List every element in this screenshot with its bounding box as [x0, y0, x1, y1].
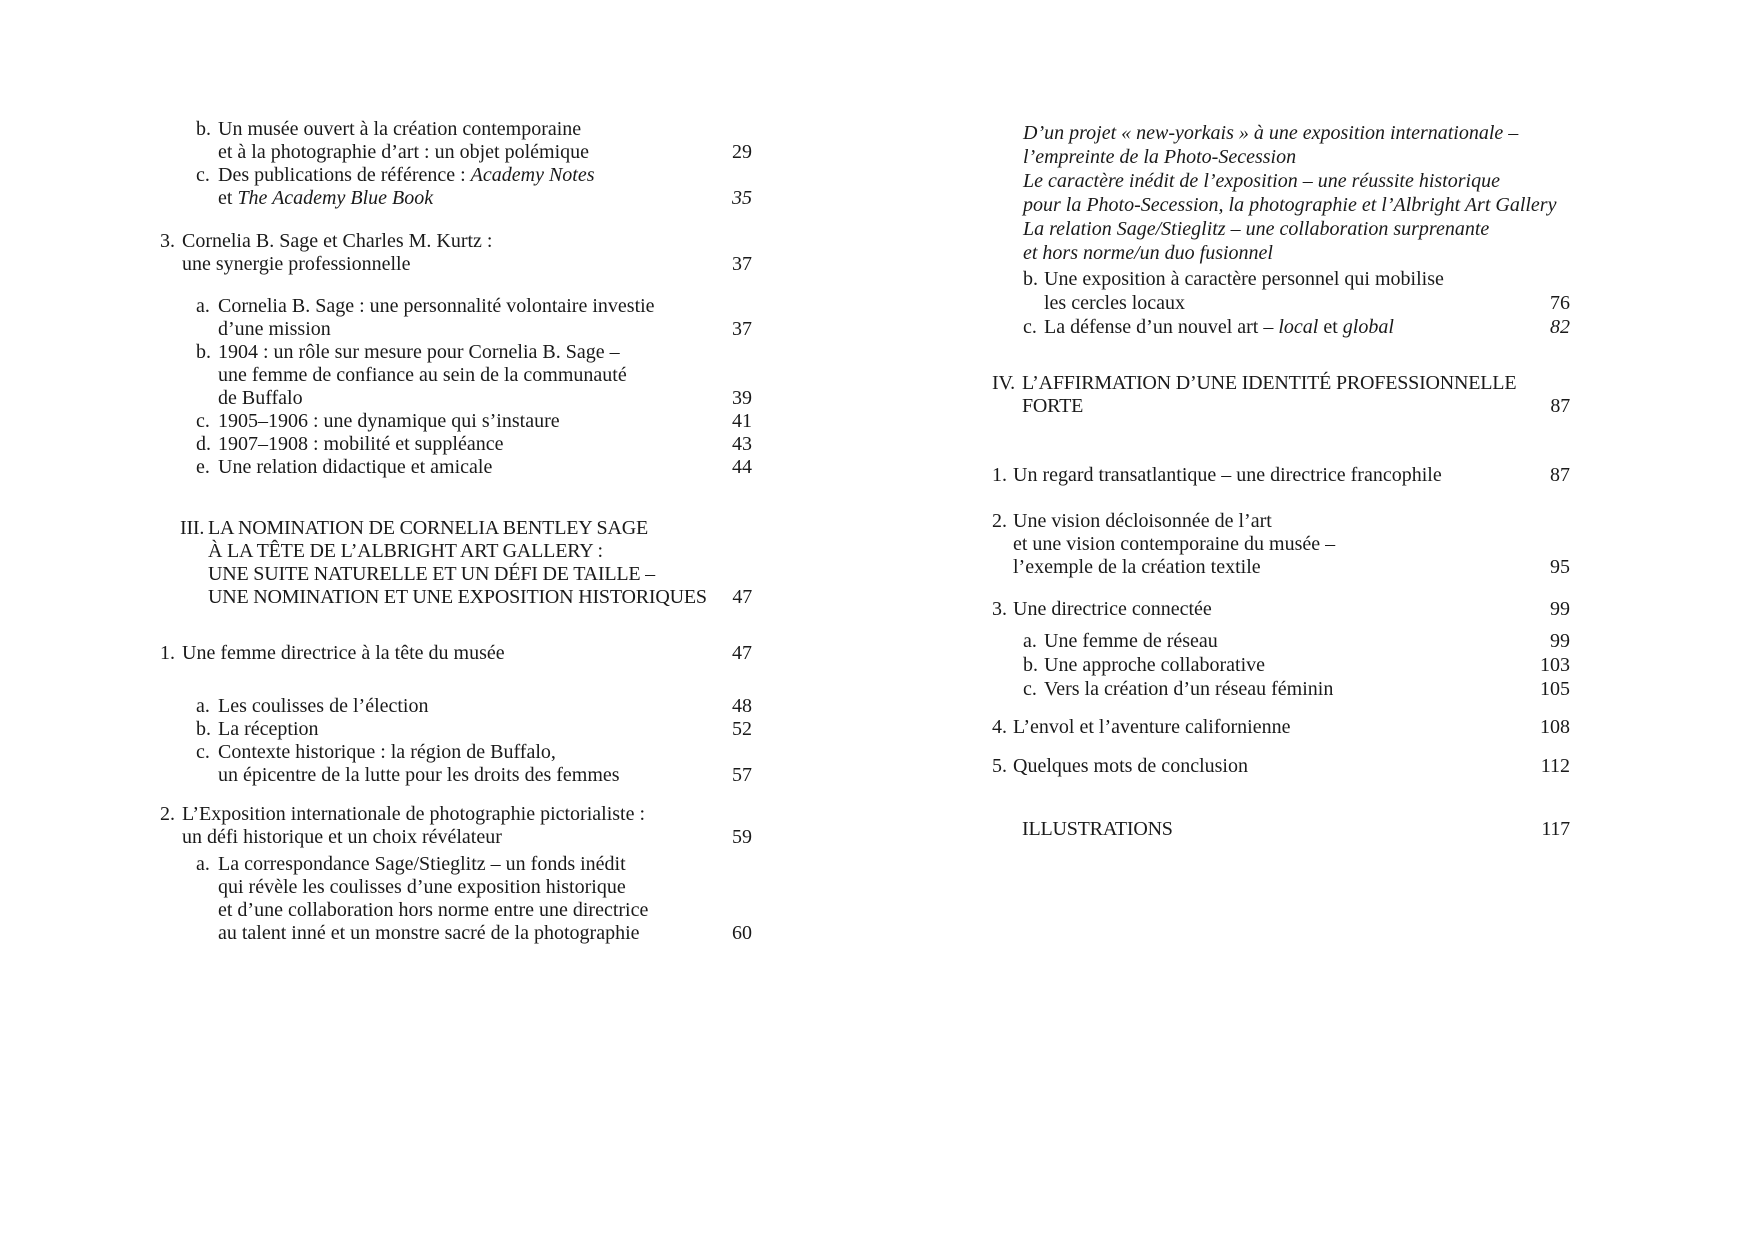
toc-item-marker: 3.	[992, 598, 1007, 620]
toc-item-marker: a.	[196, 695, 210, 717]
toc-line	[160, 826, 752, 849]
toc-line	[160, 230, 752, 253]
toc-entry-text	[992, 292, 1185, 315]
toc-text-segment: Academy Notes	[470, 164, 595, 186]
toc-entry-text	[160, 141, 589, 164]
toc-text-segment: pour la Photo-Secession, la photographie et l’Albright Art Gallery	[1023, 194, 1557, 216]
toc-line	[160, 718, 752, 741]
toc-text-segment: Le caractère inédit de l’exposition – une réussite historique	[1023, 170, 1500, 192]
toc-entry-text	[160, 364, 627, 387]
toc-entry-text	[992, 654, 1265, 677]
toc-line	[160, 517, 752, 540]
page-number: 108	[1540, 716, 1570, 738]
toc-line	[160, 318, 752, 341]
toc-entry-text	[160, 318, 331, 341]
toc-line	[992, 678, 1570, 701]
page-number: 39	[732, 387, 752, 409]
toc-text-segment: Un musée ouvert à la création contemporaine	[218, 118, 582, 140]
page-number: 29	[732, 141, 752, 163]
page-number: 76	[1550, 292, 1570, 314]
toc-text-segment: La défense d’un nouvel art –	[1044, 316, 1279, 338]
toc-item-marker: 1.	[160, 642, 175, 664]
toc-entry-text	[160, 876, 626, 899]
toc-line	[992, 122, 1570, 145]
toc-line	[160, 803, 752, 826]
toc-line	[992, 146, 1570, 169]
toc-line	[992, 170, 1570, 193]
toc-entry-text	[992, 122, 1518, 145]
toc-text-segment: Une exposition à caractère personnel qui mobilise	[1044, 268, 1444, 290]
page-number: 82	[1550, 316, 1570, 338]
toc-text-segment: D’un projet « new-yorkais » à une exposition internationale –	[1023, 122, 1519, 144]
toc-entry-text	[160, 456, 492, 479]
toc-line	[160, 433, 752, 456]
page-number: 44	[732, 456, 752, 478]
page-number: 112	[1540, 755, 1570, 777]
toc-line	[160, 253, 752, 276]
toc-item-marker: b.	[196, 118, 211, 140]
toc-text-segment: La réception	[218, 718, 319, 740]
toc-entry-text	[160, 899, 648, 922]
toc-item-marker: 4.	[992, 716, 1007, 738]
toc-entry-text	[160, 164, 595, 187]
toc-entry-text	[992, 630, 1218, 653]
toc-text-segment: l’exemple de la création textile	[1013, 556, 1261, 578]
toc-entry-text	[160, 642, 505, 665]
toc-line	[160, 410, 752, 433]
toc-entry-text	[160, 540, 603, 563]
toc-entry-text	[160, 517, 648, 540]
toc-entry-text	[160, 853, 626, 876]
toc-text-segment: La correspondance Sage/Stieglitz – un fonds inédit	[218, 853, 626, 875]
page-number: 37	[732, 253, 752, 275]
toc-line	[992, 218, 1570, 241]
toc-line	[160, 876, 752, 899]
toc-text-segment: et une vision contemporaine du musée –	[1013, 533, 1336, 555]
toc-entry-text	[992, 395, 1083, 418]
toc-entry-text	[992, 372, 1516, 395]
toc-item-marker: c.	[1023, 316, 1037, 338]
toc-line	[160, 899, 752, 922]
toc-text-segment: L’envol et l’aventure californienne	[1013, 716, 1291, 738]
page-number: 59	[732, 826, 752, 848]
toc-line	[992, 533, 1570, 556]
toc-text-segment: Cornelia B. Sage : une personnalité volontaire investie	[218, 295, 655, 317]
page-number: 60	[732, 922, 752, 944]
toc-line	[160, 642, 752, 665]
toc-text-segment: UNE SUITE NATURELLE ET UN DÉFI DE TAILLE –	[208, 563, 655, 585]
toc-text-segment: 1904 : un rôle sur mesure pour Cornelia B. Sage –	[218, 341, 620, 363]
toc-entry-text	[992, 716, 1290, 739]
page-number: 41	[732, 410, 752, 432]
toc-text-segment: et d’une collaboration hors norme entre une directrice	[218, 899, 649, 921]
toc-text-segment: Les coulisses de l’élection	[218, 695, 429, 717]
toc-line	[160, 456, 752, 479]
toc-entry-text	[160, 187, 433, 210]
toc-item-marker: b.	[1023, 654, 1038, 676]
toc-entry-text	[992, 510, 1272, 533]
toc-line	[992, 242, 1570, 265]
toc-text-segment: Cornelia B. Sage et Charles M. Kurtz :	[182, 230, 493, 252]
toc-line	[992, 464, 1570, 487]
toc-text-segment: et	[218, 187, 238, 209]
toc-item-marker: c.	[196, 741, 210, 763]
toc-line	[992, 292, 1570, 315]
toc-text-segment: d’une mission	[218, 318, 331, 340]
toc-line	[160, 853, 752, 876]
toc-item-marker: 2.	[160, 803, 175, 825]
toc-entry-text	[160, 433, 504, 456]
toc-item-marker: 2.	[992, 510, 1007, 532]
toc-entry-text	[160, 586, 707, 609]
toc-text-segment: La relation Sage/Stieglitz – une collaboration surprenante	[1023, 218, 1490, 240]
toc-text-segment: FORTE	[1022, 395, 1084, 417]
page-number: 52	[732, 718, 752, 740]
toc-entry-text	[160, 922, 640, 945]
toc-line	[992, 818, 1570, 841]
toc-entry-text	[160, 563, 655, 586]
toc-line	[992, 716, 1570, 739]
toc-entry-text	[160, 410, 560, 433]
toc-line	[160, 295, 752, 318]
toc-text-segment: 1907–1908 : mobilité et suppléance	[218, 433, 504, 455]
toc-item-marker: a.	[196, 295, 210, 317]
toc-text-segment: Vers la création d’un réseau féminin	[1044, 678, 1334, 700]
page-number: 87	[1550, 395, 1570, 417]
toc-text-segment: Une directrice connectée	[1013, 598, 1212, 620]
toc-text-segment: et à la photographie d’art : un objet polémique	[218, 141, 589, 163]
toc-entry-text	[992, 464, 1442, 487]
toc-item-marker: IV.	[992, 372, 1015, 394]
toc-entry-text	[160, 741, 556, 764]
toc-entry-text	[160, 253, 410, 276]
toc-line	[160, 164, 752, 187]
toc-entry-text	[160, 826, 502, 849]
toc-text-segment: Un regard transatlantique – une directrice francophile	[1013, 464, 1442, 486]
toc-entry-text	[160, 295, 655, 318]
page-number: 99	[1550, 598, 1570, 620]
toc-line	[992, 598, 1570, 621]
toc-text-segment: UNE NOMINATION ET UNE EXPOSITION HISTORIQUES	[208, 586, 707, 608]
toc-line	[160, 141, 752, 164]
toc-item-marker: 1.	[992, 464, 1007, 486]
toc-text-segment: Une approche collaborative	[1044, 654, 1266, 676]
toc-text-segment: Une relation didactique et amicale	[218, 456, 493, 478]
toc-line	[992, 395, 1570, 418]
toc-line	[992, 316, 1570, 339]
toc-right-page	[992, 0, 1570, 1240]
page-number: 43	[732, 433, 752, 455]
toc-line	[992, 556, 1570, 579]
toc-text-segment: global	[1342, 316, 1394, 338]
page-number: 47	[732, 586, 752, 608]
page-number: 48	[732, 695, 752, 717]
toc-item-marker: b.	[196, 718, 211, 740]
toc-text-segment: Quelques mots de conclusion	[1013, 755, 1248, 777]
toc-text-segment: LA NOMINATION DE CORNELIA BENTLEY SAGE	[208, 517, 648, 539]
toc-line	[160, 922, 752, 945]
toc-item-marker: e.	[196, 456, 210, 478]
page-number: 57	[732, 764, 752, 786]
toc-line	[992, 510, 1570, 533]
page-number: 95	[1550, 556, 1570, 578]
toc-entry-text	[992, 556, 1261, 579]
toc-line	[160, 540, 752, 563]
page-number: 99	[1550, 630, 1570, 652]
toc-entry-text	[160, 230, 493, 253]
toc-text-segment: Contexte historique : la région de Buffalo,	[218, 741, 556, 763]
toc-item-marker: a.	[1023, 630, 1037, 652]
toc-line	[160, 187, 752, 210]
toc-entry-text	[992, 316, 1394, 339]
toc-line	[160, 387, 752, 410]
toc-line	[160, 695, 752, 718]
toc-entry-text	[160, 118, 581, 141]
toc-entry-text	[992, 146, 1296, 169]
toc-text-segment: les cercles locaux	[1044, 292, 1186, 314]
toc-line	[992, 654, 1570, 677]
toc-entry-text	[992, 170, 1500, 193]
toc-entry-text	[992, 218, 1489, 241]
toc-text-segment: l’empreinte de la Photo-Secession	[1023, 146, 1297, 168]
toc-item-marker: 3.	[160, 230, 175, 252]
toc-line	[160, 364, 752, 387]
toc-text-segment: Des publications de référence :	[218, 164, 471, 186]
toc-text-segment: L’AFFIRMATION D’UNE IDENTITÉ PROFESSIONNELLE	[1022, 372, 1517, 394]
toc-text-segment: local	[1278, 316, 1319, 338]
toc-item-marker: a.	[196, 853, 210, 875]
toc-text-segment: un défi historique et un choix révélateur	[182, 826, 502, 848]
toc-text-segment: L’Exposition internationale de photographie pictorialiste :	[182, 803, 646, 825]
toc-item-marker: c.	[196, 164, 210, 186]
toc-entry-text	[160, 695, 429, 718]
page-number: 47	[732, 642, 752, 664]
page-number: 87	[1550, 464, 1570, 486]
toc-text-segment: 1905–1906 : une dynamique qui s’instaure	[218, 410, 560, 432]
toc-text-segment: une femme de confiance au sein de la communauté	[218, 364, 627, 386]
toc-line	[992, 268, 1570, 291]
toc-line	[992, 755, 1570, 778]
toc-line	[992, 630, 1570, 653]
toc-text-segment: Une vision décloisonnée de l’art	[1013, 510, 1272, 532]
toc-item-marker: b.	[196, 341, 211, 363]
toc-item-marker: 5.	[992, 755, 1007, 777]
toc-entry-text	[992, 533, 1335, 556]
toc-entry-text	[992, 194, 1556, 217]
page-number: 37	[732, 318, 752, 340]
toc-entry-text	[992, 755, 1248, 778]
page-number: 105	[1540, 678, 1570, 700]
toc-line	[160, 586, 752, 609]
toc-line	[160, 341, 752, 364]
page-number: 103	[1540, 654, 1570, 676]
toc-text-segment: une synergie professionnelle	[182, 253, 411, 275]
toc-line	[992, 372, 1570, 395]
toc-text-segment: qui révèle les coulisses d’une exposition historique	[218, 876, 626, 898]
toc-entry-text	[160, 341, 620, 364]
toc-text-segment: ILLUSTRATIONS	[1022, 818, 1173, 840]
toc-line	[160, 118, 752, 141]
toc-line	[992, 194, 1570, 217]
toc-item-marker: c.	[196, 410, 210, 432]
page-number: 35	[732, 187, 752, 209]
page-number: 117	[1541, 818, 1570, 840]
toc-text-segment: À LA TÊTE DE L’ALBRIGHT ART GALLERY :	[208, 540, 603, 562]
toc-left-page	[160, 0, 752, 1240]
toc-entry-text	[992, 242, 1273, 265]
toc-entry-text	[992, 678, 1333, 701]
toc-line	[160, 764, 752, 787]
toc-item-marker: III.	[180, 517, 205, 539]
toc-entry-text	[992, 818, 1173, 841]
toc-text-segment: et hors norme/un duo fusionnel	[1023, 242, 1273, 264]
toc-item-marker: b.	[1023, 268, 1038, 290]
toc-item-marker: c.	[1023, 678, 1037, 700]
toc-entry-text	[160, 764, 620, 787]
toc-text-segment: un épicentre de la lutte pour les droits des femmes	[218, 764, 620, 786]
toc-entry-text	[160, 718, 319, 741]
toc-entry-text	[992, 268, 1444, 291]
toc-text-segment: et	[1318, 316, 1343, 338]
toc-line	[160, 563, 752, 586]
toc-text-segment: Une femme de réseau	[1044, 630, 1218, 652]
toc-text-segment: Une femme directrice à la tête du musée	[182, 642, 505, 664]
toc-text-segment: The Academy Blue Book	[237, 187, 434, 209]
toc-line	[160, 741, 752, 764]
toc-item-marker: d.	[196, 433, 211, 455]
toc-entry-text	[992, 598, 1212, 621]
toc-text-segment: au talent inné et un monstre sacré de la photographie	[218, 922, 640, 944]
toc-entry-text	[160, 803, 645, 826]
toc-entry-text	[160, 387, 303, 410]
toc-text-segment: de Buffalo	[218, 387, 303, 409]
